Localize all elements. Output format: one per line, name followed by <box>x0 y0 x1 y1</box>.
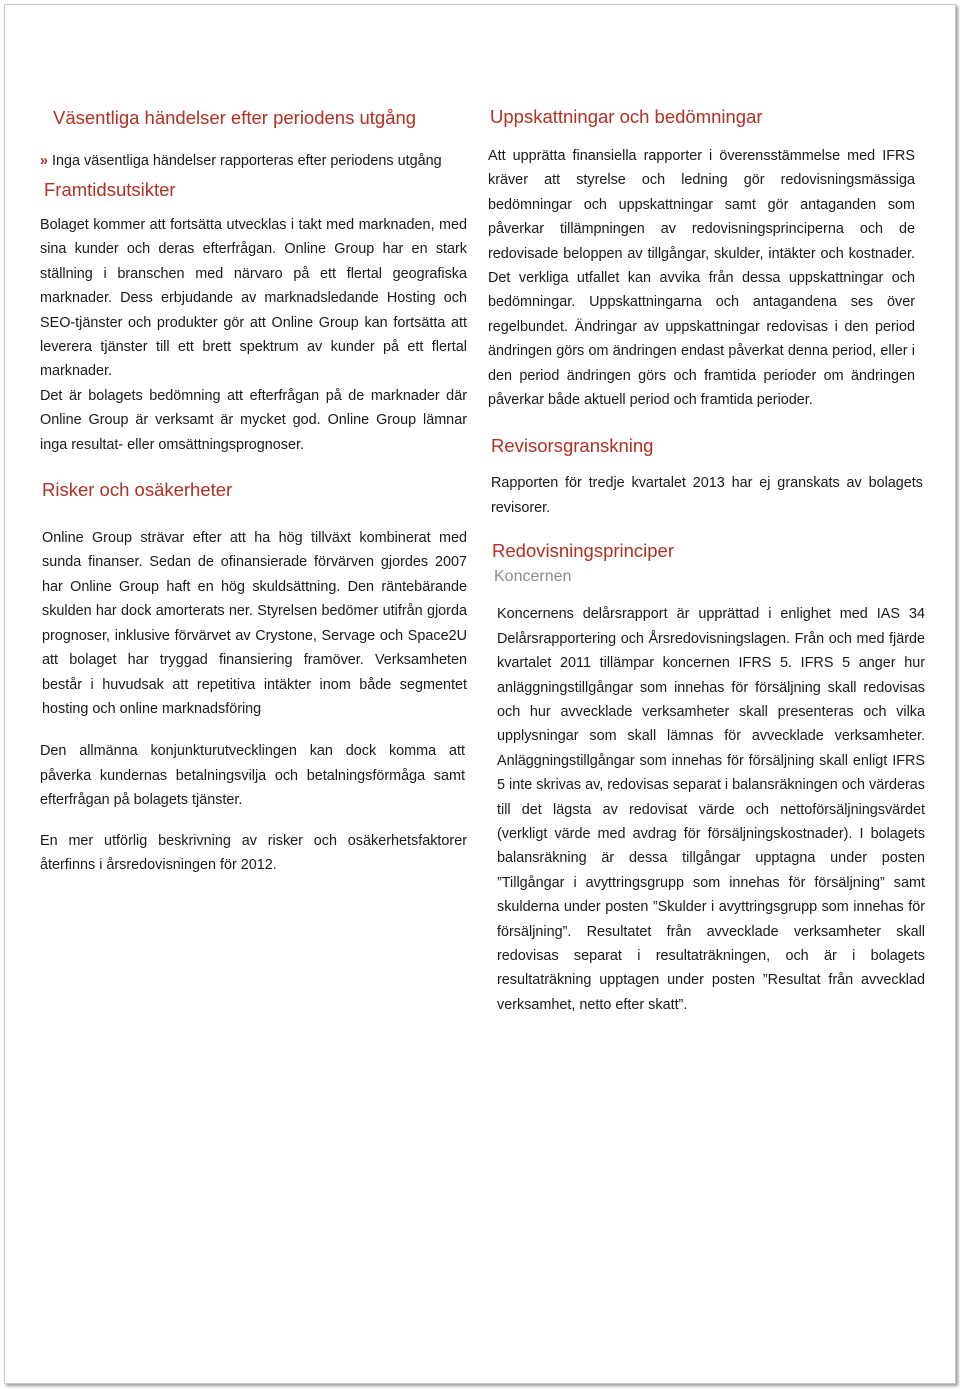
risks-paragraph-1: Online Group strävar efter att ha hög tillväxt kombinerat med sunda finanser. Sedan de ofinansierade förvärven gjordes 2007 har Online Group haft en hög skuldsättning. Den räntebärande skulden har dock amorterats ner. Styrelsen bedömer utifrån gjorda prognoser, inklusive förvärvet av Crystone, Servage och Space2U att bolaget har tryggad finansiering framöver. Verksamheten består i huvudsak att repetitiva intäkter inom både segmentet hosting och online marknadsföring <box>42 530 467 717</box>
right-column <box>488 100 925 1017</box>
estimates-paragraph: Att upprätta finansiella rapporter i överensstämmelse med IFRS kräver att styrelse och ledning gör redovisningsmässiga bedömningar och uppskattningar samt gör antaganden som påverkar tillämpningen av redovisningsprinciperna och de redovisade beloppen av tillgångar, skulder, intäkter och kostnader. Det verkliga utfallet kan avvika från dessa uppskattningar och bedömningar. Uppskattningarna och antagandena ses över regelbundet. Ändringar av uppskattningar redovisas i den period ändringen görs om ändringen endast påverkat denna period, eller i den period ändringen görs och framtida perioder om ändringen påverkar både aktuell period och framtida perioder. <box>488 148 915 409</box>
risks-heading: Risker och osäkerheter <box>42 479 233 501</box>
estimates-heading: Uppskattningar och bedömningar <box>490 106 763 127</box>
events-bullet <box>40 152 467 170</box>
bullet-marker: » <box>40 153 49 169</box>
audit-paragraph: Rapporten för tredje kvartalet 2013 har ej granskats av bolagets revisorer. <box>491 475 923 516</box>
risks-paragraph-2: Den allmänna konjunkturutvecklingen kan dock komma att påverka kundernas betalningsvilja och betalningsförmåga samt efterfrågan på bolagets tjänster. <box>40 743 465 809</box>
outlook-heading: Framtidsutsikter <box>44 179 176 200</box>
events-heading: Väsentliga händelser efter periodens utgång <box>53 107 417 128</box>
principles-subheading: Koncernen <box>494 568 572 586</box>
audit-heading: Revisorsgranskning <box>491 435 654 457</box>
principles-paragraph: Koncernens delårsrapport är upprättad i enlighet med IAS 34 Delårsrapportering och Årsredovisningslagen. Från och med fjärde kvartalet 2011 tillämpar koncernen IFRS 5. IFRS 5 anger hur anläggningstillgångar som innehas för försäljning skall redovisas och hur avvecklade verksamheter skall presenteras och vilka upplysningar som skall lämnas för avvecklade verksamheter. Anläggningstillgångar som innehas för försäljning skall enligt IFRS 5 inte skrivas av, redovisas separat i balansräkningen och värderas till det lägsta av redovisat värde och nettoförsäljningsvärdet (verkligt värde med avdrag för försäljningskostnader). I bolagets balansräkning är dessa tillgångar upptagna under posten ”Tillgångar i avyttringsgrupp som innehas för försäljning” samt skulderna under posten ”Skulder i avyttringsgrupp som innehas för försäljning”. Resultatet från avvecklade verksamheter skall redovisas separat i resultaträkningen, och är i bolagets resultaträkning upptagen under posten ”Resultat från avvecklad verksamhet, netto efter skatt”. <box>497 606 925 1013</box>
risks-paragraph-3: En mer utförlig beskrivning av risker och osäkerhetsfaktorer återfinns i årsredovisningen för 2012. <box>40 832 467 873</box>
events-bullet-text: Inga väsentliga händelser rapporteras efter periodens utgång <box>52 153 442 169</box>
outlook-paragraph-2: Det är bolagets bedömning att efterfrågan på de marknader där Online Group är verksamt är mycket god. Online Group lämnar inga resultat- eller omsättningsprognoser. <box>40 387 467 453</box>
left-column <box>40 100 467 877</box>
principles-heading: Redovisningsprinciper <box>492 540 675 562</box>
outlook-paragraph-1: Bolaget kommer att fortsätta utvecklas i takt med marknaden, med sina kunder och deras efterfrågan. Online Group har en stark ställning i branschen med närvaro på ett flertal geografiska marknader. Dess erbjudande av marknadsledande Hosting och SEO-tjänster och produkter gör att Online Group kan fortsätta att leverera tjänster till ett brett spektrum av kunder på ett flertal marknader. <box>40 217 467 380</box>
